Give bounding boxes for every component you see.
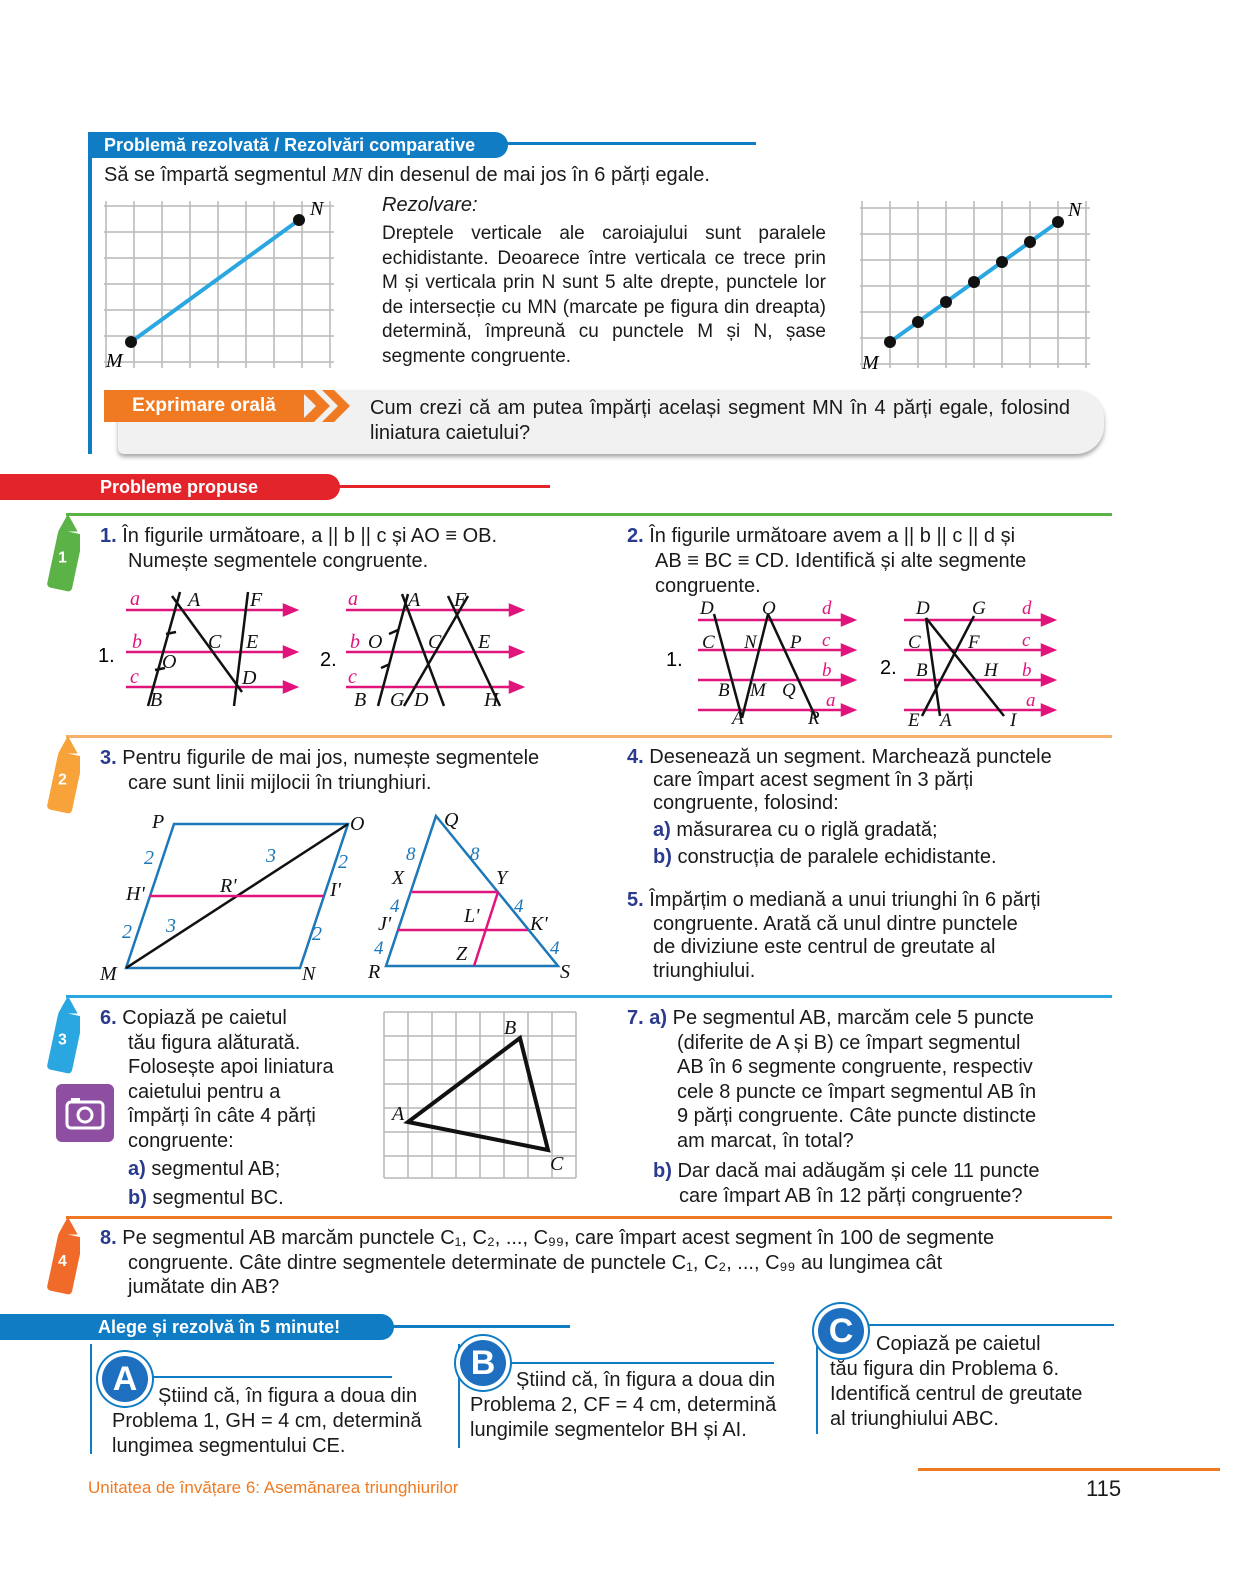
svg-text:b: b [132, 631, 142, 653]
svg-text:E: E [908, 710, 920, 731]
p3-triangle [364, 808, 584, 988]
chevron-arrows-icon [300, 390, 356, 422]
svg-text:E: E [246, 631, 259, 653]
proposed-header-rule [338, 485, 550, 488]
level1-rule [66, 513, 1112, 516]
quick-header-rule [392, 1325, 570, 1328]
svg-text:c: c [822, 630, 831, 651]
svg-text:N: N [744, 632, 757, 653]
svg-text:4: 4 [374, 938, 384, 959]
svg-text:A: A [408, 589, 421, 611]
option-a-badge[interactable]: A [102, 1356, 148, 1402]
svg-text:P: P [790, 632, 802, 653]
svg-text:O: O [762, 598, 776, 619]
svg-text:H': H' [126, 883, 145, 905]
svg-text:2: 2 [58, 771, 67, 789]
svg-text:c: c [130, 666, 139, 688]
problem-4: 4. Desenează un segment. Marchează punctele care împart acest segment în 3 părți congruente, folosind: a) măsurarea cu o riglă gradată; b) construcția de paralele echidistante. [627, 746, 1052, 868]
footer-rule [918, 1468, 1220, 1471]
svg-text:1.: 1. [98, 645, 115, 667]
svg-text:B: B [504, 1017, 517, 1039]
svg-text:M: M [100, 963, 117, 985]
svg-text:Z: Z [456, 943, 468, 965]
pencil-crayon-icon [46, 736, 80, 814]
problem-8: 8. Pe segmentul AB marcăm punctele C₁, C₂, ..., C₉₉, care împart acest segment în 100 de segmente congruente. Câte dintre segmentele determinate de punctele C₁, C₂, ..., C₉₉ au lungimea cât jumătate din AB? [100, 1227, 995, 1298]
problem-3: 3. Pentru figurile de mai jos, numește segmentele care sunt linii mijlocii în triunghiuri. [100, 747, 540, 794]
svg-text:a: a [1026, 690, 1036, 711]
svg-text:F: F [968, 632, 980, 653]
svg-text:d: d [822, 598, 832, 619]
svg-text:4: 4 [390, 896, 400, 917]
svg-text:A: A [188, 589, 201, 611]
problem-2: 2. În figurile următoare avem a || b || c || d și AB ≡ BC ≡ CD. Identifică și alte segmente congruente. [627, 525, 1027, 597]
option-c-badge[interactable]: C [818, 1308, 864, 1354]
svg-text:R: R [368, 961, 381, 983]
svg-text:A: A [940, 710, 952, 731]
svg-text:2.: 2. [880, 657, 897, 679]
svg-text:N: N [1068, 199, 1082, 221]
svg-text:2: 2 [338, 851, 348, 873]
option-a-rule-top [148, 1376, 392, 1378]
option-b-text: Știind că, în figura a doua din Problema 2, CF = 4 cm, determină lungimile segmentelor BH și AI. [470, 1369, 777, 1441]
level4-rule [66, 1216, 1112, 1219]
svg-text:M: M [750, 680, 766, 701]
option-c-rule-left [816, 1326, 818, 1434]
grid-figure-divided [858, 196, 1098, 376]
footer-unit: Unitatea de învățare 6: Asemănarea triunghiurilor [88, 1478, 459, 1497]
svg-text:O: O [368, 631, 383, 653]
svg-text:2.: 2. [320, 649, 337, 671]
proposed-header: Probleme propuse [0, 474, 340, 500]
svg-text:D: D [414, 689, 429, 711]
option-b-badge[interactable]: B [460, 1340, 506, 1386]
problem-1: 1. În figurile următoare, a || b || c și AO ≡ OB. Numește segmentele congruente. [100, 525, 498, 572]
svg-text:Y: Y [496, 867, 508, 889]
svg-text:4: 4 [58, 1252, 67, 1270]
option-b-rule-top [500, 1362, 774, 1364]
svg-text:8: 8 [406, 844, 416, 865]
svg-text:G: G [390, 689, 405, 711]
label-m: M [106, 350, 123, 372]
svg-text:R': R' [220, 875, 237, 897]
svg-text:C: C [550, 1153, 564, 1175]
solution-title: Rezolvare: [382, 194, 478, 216]
svg-text:a: a [130, 588, 140, 610]
p6-grid-triangle [380, 1008, 580, 1184]
problem-6: 6. Copiază pe caietul tău figura alăturată. Folosește apoi liniatura caietului pentru a împărți în câte 4 părți congruente: a) segmentul AB; b) segmentul BC. [100, 1007, 334, 1209]
svg-text:F: F [454, 589, 467, 611]
svg-text:H: H [984, 660, 998, 681]
svg-text:O: O [350, 813, 365, 835]
svg-text:Q: Q [782, 680, 796, 701]
svg-text:c: c [348, 666, 357, 688]
svg-text:3: 3 [58, 1031, 67, 1049]
svg-text:C: C [908, 632, 921, 653]
svg-text:K': K' [530, 913, 548, 935]
svg-text:c: c [1022, 630, 1031, 651]
svg-text:3: 3 [166, 915, 176, 937]
svg-text:4: 4 [550, 938, 560, 959]
svg-text:4: 4 [514, 896, 524, 917]
svg-text:8: 8 [470, 844, 480, 865]
svg-text:A: A [392, 1103, 405, 1125]
svg-text:I': I' [330, 879, 341, 901]
level3-rule [66, 995, 1112, 998]
solved-problem-section [0, 0, 1240, 470]
option-c-text: Copiază pe caietul tău figura din Problema 6. Identifică centrul de greutate al triunghiului ABC. [830, 1333, 1083, 1430]
svg-text:3: 3 [266, 845, 276, 867]
svg-text:1.: 1. [666, 649, 683, 671]
p3-parallelogram [96, 808, 386, 988]
svg-text:S: S [560, 961, 570, 983]
p2-figure-1 [664, 594, 860, 734]
problem-7: 7. a) Pe segmentul AB, marcăm cele 5 puncte (diferite de A și B) ce împart segmentul AB în 6 segmente congruente, respectiv cele 8 puncte ce împart segmentul AB în 9 părți congruente. Câte puncte distincte am marcat, în total? b) Dar dacă mai adăugăm și cele 11 puncte care împart AB în 12 părți congruente? [627, 1007, 1040, 1207]
solved-header: Problemă rezolvată / Rezolvări comparative [88, 132, 508, 158]
svg-text:C: C [428, 631, 442, 653]
svg-text:R: R [808, 708, 820, 729]
page-number: 115 [1086, 1476, 1122, 1501]
p2-figure-2 [878, 594, 1068, 734]
p1-figure-1 [96, 586, 306, 716]
option-a-rule-left [90, 1344, 92, 1454]
pencil-crayon-icon [46, 514, 80, 592]
quick-header: Alege și rezolvă în 5 minute! [0, 1314, 394, 1340]
svg-text:L': L' [464, 905, 480, 927]
svg-text:2: 2 [312, 923, 322, 945]
oral-label: Exprimare orală [104, 390, 304, 422]
solved-statement: Să se împartă segmentul MN din desenul de mai jos în 6 părți egale. [104, 164, 710, 186]
svg-text:O: O [162, 651, 177, 673]
svg-text:D: D [242, 667, 257, 689]
solution-text: Dreptele verticale ale caroiajului sunt paralele echidistante. Deoarece între verticala ce trece prin M și verticala prin N sunt 5 alte drepte, punctele lor de intersecție cu MN (marcate pe figura din dreapta) determină, împreună cu punctele M și N, șase segmente congruente. [382, 223, 826, 367]
svg-text:B: B [916, 660, 928, 681]
pencil-crayon-icon [46, 996, 80, 1074]
svg-text:a: a [348, 588, 358, 610]
svg-text:b: b [350, 631, 360, 653]
svg-text:H: H [484, 689, 499, 711]
svg-text:M: M [862, 352, 879, 374]
svg-text:C: C [208, 631, 222, 653]
option-a-text: Știind că, în figura a doua din Problema 1, GH = 4 cm, determină lungimea segmentului CE. [112, 1385, 422, 1457]
svg-text:d: d [1022, 598, 1032, 619]
p1-figure-2 [318, 586, 528, 716]
svg-text:D: D [700, 598, 714, 619]
svg-text:A: A [732, 708, 744, 729]
svg-text:Q: Q [444, 809, 459, 831]
svg-text:N: N [302, 963, 316, 985]
svg-text:X: X [392, 867, 405, 889]
svg-text:b: b [822, 660, 832, 681]
svg-text:G: G [972, 598, 986, 619]
pencil-crayon-icon [46, 1217, 80, 1295]
svg-text:b: b [1022, 660, 1032, 681]
oral-text: Cum crezi că am putea împărți același segment MN în 4 părți egale, folosind liniatura caietului? [370, 397, 1070, 444]
svg-text:C: C [702, 632, 715, 653]
problem-5: 5. Împărțim o mediană a unui triunghi în 6 părți congruente. Arată că unul dintre punctele de diviziune este centrul de greutate al triunghiului. [627, 889, 1041, 982]
svg-text:1: 1 [58, 549, 67, 567]
grid-figure-mn [96, 196, 346, 376]
solved-header-rule [490, 142, 756, 145]
level2-rule [66, 735, 1112, 738]
svg-text:B: B [718, 680, 730, 701]
solved-left-rule [88, 158, 92, 454]
svg-text:2: 2 [144, 847, 154, 869]
svg-text:F: F [250, 589, 263, 611]
option-c-rule-top [858, 1324, 1114, 1326]
svg-text:D: D [916, 598, 930, 619]
svg-text:E: E [478, 631, 491, 653]
svg-text:J': J' [378, 913, 392, 935]
svg-text:B: B [150, 689, 163, 711]
svg-text:P: P [152, 811, 165, 833]
svg-text:I: I [1010, 710, 1017, 731]
svg-text:2: 2 [122, 921, 132, 943]
svg-text:a: a [826, 690, 836, 711]
svg-text:B: B [354, 689, 367, 711]
label-n: N [310, 198, 324, 220]
